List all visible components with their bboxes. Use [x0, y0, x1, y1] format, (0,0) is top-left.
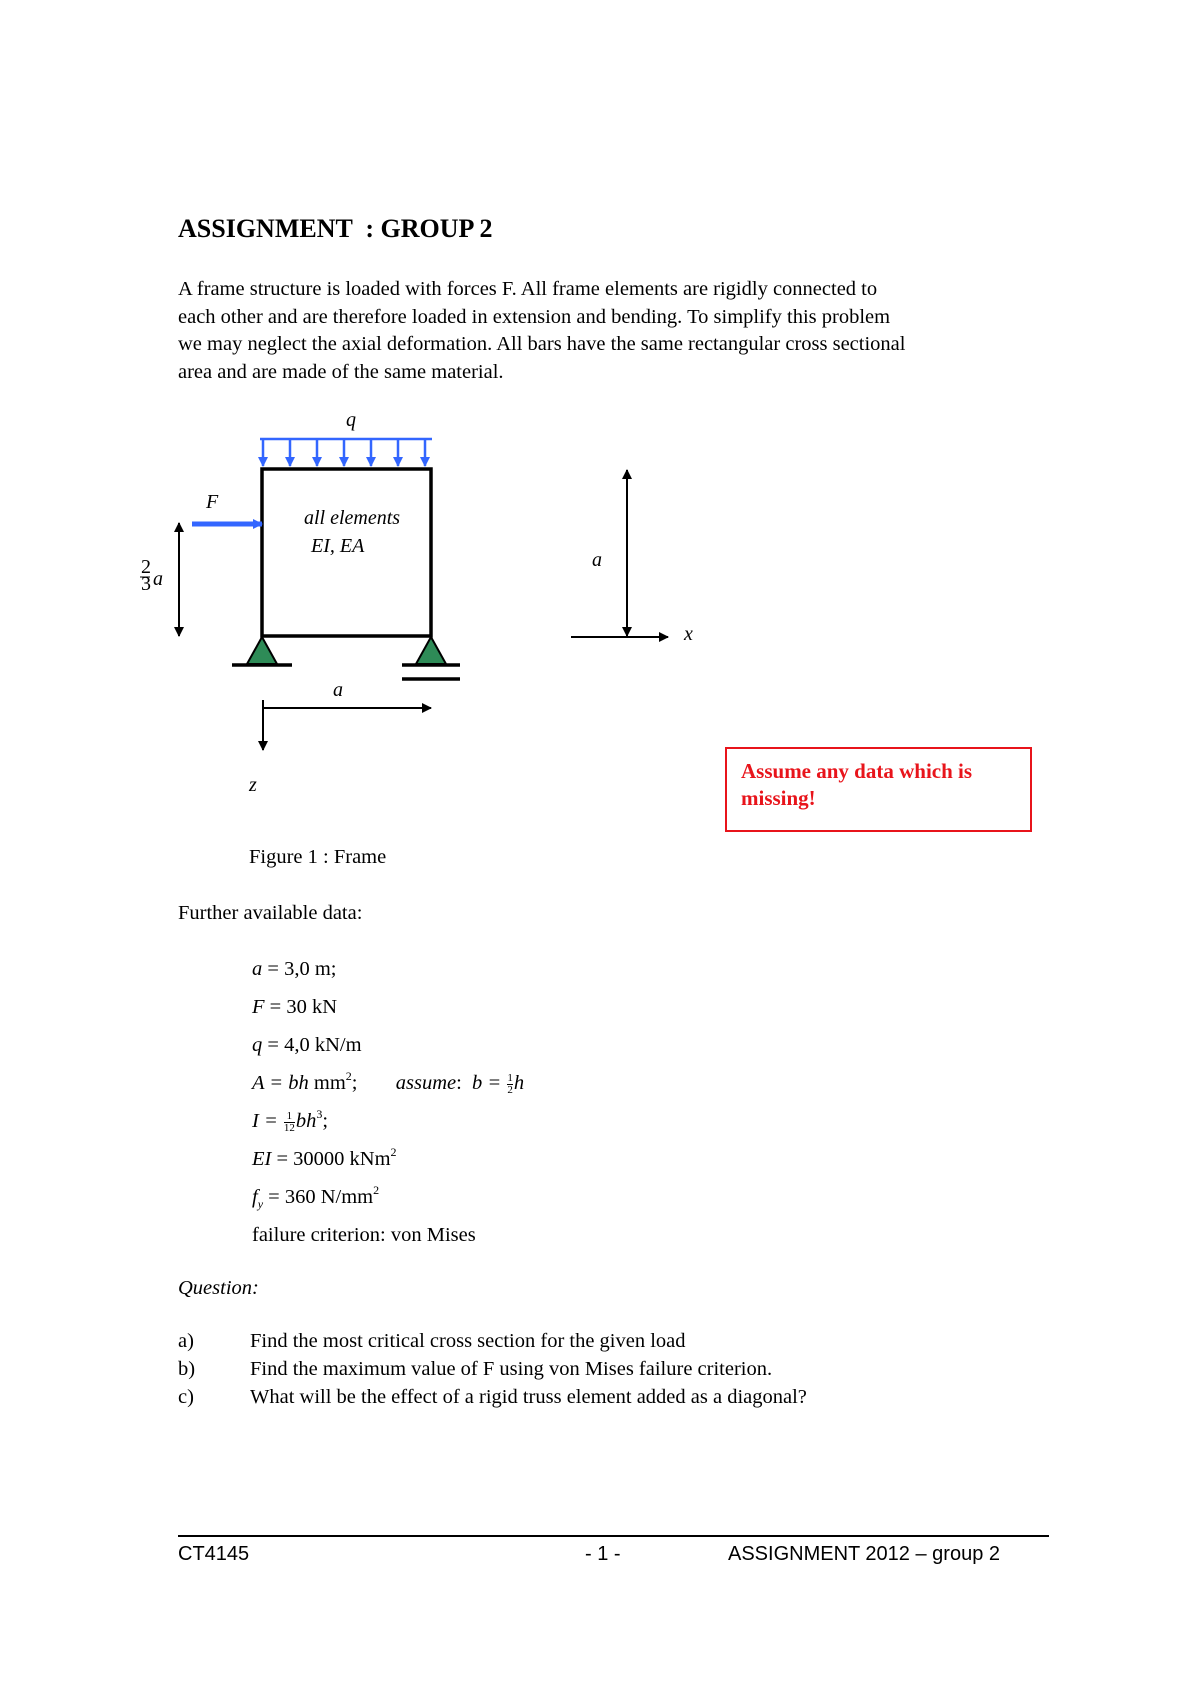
label-EI-EA: EI, EA [311, 535, 365, 557]
label-width: a [333, 679, 343, 701]
question-item [178, 1330, 686, 1353]
intro-line: A frame structure is loaded with forces F. All frame elements are rigidly connected to [178, 278, 878, 300]
data-twelfth-frac [284, 1111, 295, 1134]
page-title: ASSIGNMENT : GROUP 2 [178, 214, 493, 243]
data-A-lhs: A = bh [252, 1072, 309, 1094]
data-fy: $f_y = 360$ $N/mm^2$ [252, 1183, 380, 1211]
data-A-unit: mm [308, 1072, 346, 1094]
frac-den: 2 [507, 1083, 513, 1096]
data-half-frac [507, 1073, 513, 1096]
data-assume-word: assume [395, 1072, 457, 1094]
label-height-var: a [153, 568, 163, 590]
footer-page-number: - 1 - [585, 1543, 621, 1565]
data-A: A = bh $mm^2$; assume: b = $\frac{1}{2}$ h [252, 1069, 525, 1096]
data-EI-value: 30000 kNm [293, 1148, 391, 1170]
question-item-text: Find the maximum value of F using von Mises failure criterion. [250, 1358, 773, 1380]
footer-course-code: CT4145 [178, 1543, 250, 1565]
question-item-label: a) [178, 1330, 194, 1352]
intro-line: we may neglect the axial deformation. All bars have the same rectangular cross sectional [178, 333, 906, 355]
intro-line: area and are made of the same material. [178, 360, 504, 383]
data-q-value: 4,0 kN/m [284, 1034, 362, 1056]
frame-figure [0, 0, 1200, 820]
question-item [178, 1386, 807, 1409]
distributed-load [260, 439, 432, 466]
data-A-exp: 2 [345, 1069, 352, 1083]
question-item-label: b) [178, 1358, 196, 1380]
footer-assignment-title: ASSIGNMENT 2012 – group 2 [728, 1543, 1000, 1565]
data-I-lhs: I = [252, 1110, 283, 1132]
data-A-tail: ; [351, 1072, 358, 1094]
label-x: x [684, 623, 693, 645]
figure-caption: Figure 1 : Frame [249, 846, 387, 868]
question-item-label: c) [178, 1386, 194, 1408]
further-data-label: Further available data: [178, 902, 363, 924]
data-a-value: 3,0 m; [284, 958, 337, 980]
data-F: F = 30 kN [252, 996, 338, 1018]
data-I-end: ; [322, 1110, 329, 1132]
question-item [178, 1358, 772, 1381]
label-z: z [249, 774, 257, 796]
intro-line: each other and are therefore loaded in extension and bending. To simplify this problem [178, 305, 891, 328]
label-F: F [206, 491, 219, 513]
footer-rule [178, 1535, 1049, 1537]
left-support [232, 637, 292, 665]
label-q: q [346, 409, 356, 431]
frac-den: 12 [283, 1121, 295, 1134]
data-b-eq: b = [472, 1072, 507, 1094]
label-axis-a: a [592, 549, 602, 571]
data-a: a = 3,0 m; [252, 958, 337, 980]
data-criterion: failure criterion: von Mises [252, 1224, 476, 1246]
data-I-exp: 3 [316, 1107, 323, 1121]
assume-note-line: missing! [741, 786, 816, 810]
data-F-value: 30 kN [286, 996, 338, 1018]
frac-num: 1 [507, 1071, 513, 1084]
question-label: Question: [178, 1277, 259, 1299]
data-EI-exp: 2 [390, 1145, 397, 1159]
data-fy-exp: 2 [373, 1183, 380, 1197]
assume-note-line: Assume any data which is [741, 759, 973, 783]
data-EI: EI = 30000 kNm$^2$ [252, 1145, 397, 1170]
label-height-num: 2 [141, 556, 151, 578]
question-item-text: Find the most critical cross section for the given load [250, 1330, 686, 1352]
data-fy-value: 360 N/mm [284, 1186, 374, 1208]
frac-num: 1 [284, 1111, 295, 1123]
data-b-h: h [513, 1072, 525, 1094]
assume-note [725, 747, 1032, 832]
label-all-elements: all elements [304, 507, 401, 529]
data-I [252, 1107, 329, 1134]
question-item-text: What will be the effect of a rigid truss element added as a diagonal? [250, 1386, 807, 1408]
data-q: q = 4,0 kN/m [252, 1034, 362, 1056]
right-support [402, 637, 460, 679]
data-I-tail: bh [295, 1110, 317, 1132]
label-height-den: 3 [141, 573, 151, 595]
